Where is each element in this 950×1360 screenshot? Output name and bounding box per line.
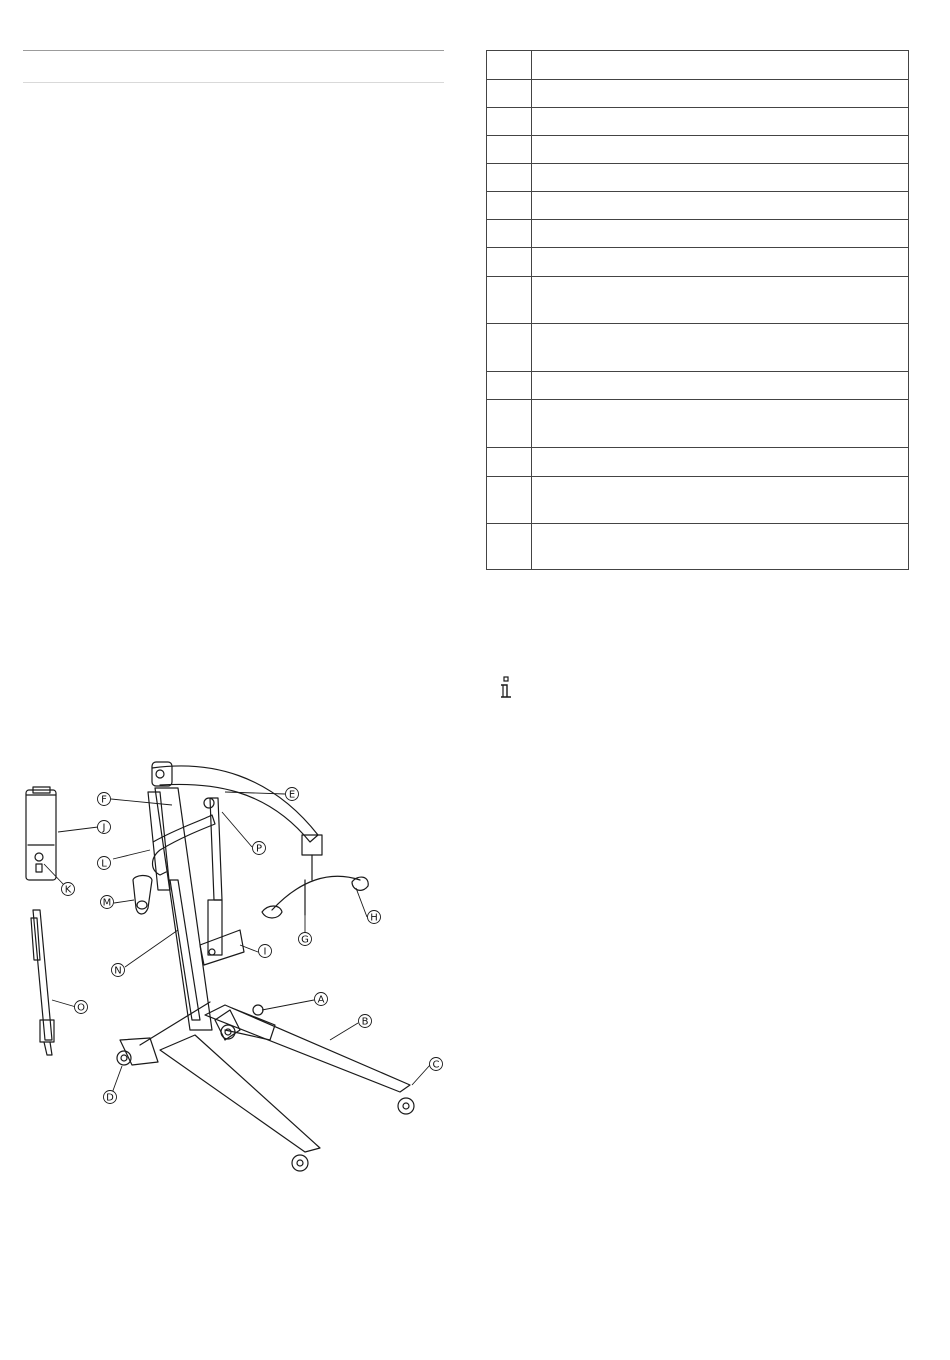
- callout-j: [98, 821, 111, 834]
- table-row: [487, 164, 909, 192]
- part-description: [532, 51, 909, 80]
- table-row: [487, 448, 909, 477]
- part-description: [532, 164, 909, 192]
- callout-p: [253, 842, 266, 855]
- part-description: [532, 277, 909, 324]
- table-row: [487, 80, 909, 108]
- callout-m: [101, 896, 114, 909]
- callout-a: [315, 993, 328, 1006]
- lift-actuator: [200, 798, 244, 965]
- part-description: [532, 372, 909, 400]
- table-row: [487, 524, 909, 570]
- part-code: [487, 400, 532, 448]
- table-row: [487, 51, 909, 80]
- callout-g: [299, 933, 312, 946]
- part-code: [487, 277, 532, 324]
- svg-text:O: O: [77, 1002, 85, 1014]
- callout-f: [98, 793, 111, 806]
- svg-text:E: E: [288, 789, 296, 801]
- part-description: [532, 477, 909, 524]
- svg-text:M: M: [102, 897, 112, 909]
- part-code: [487, 448, 532, 477]
- svg-text:I: I: [263, 946, 267, 958]
- parts-table: [486, 50, 909, 570]
- header-rule-top: [23, 50, 444, 51]
- table-row: [487, 136, 909, 164]
- svg-text:J: J: [102, 822, 106, 834]
- table-row: [487, 108, 909, 136]
- table-row: [487, 372, 909, 400]
- part-description: [532, 400, 909, 448]
- part-description: [532, 220, 909, 248]
- table-row: [487, 192, 909, 220]
- part-description: [532, 324, 909, 372]
- callout-h: [368, 911, 381, 924]
- svg-text:F: F: [101, 794, 107, 806]
- table-row: [487, 220, 909, 248]
- part-code: [487, 136, 532, 164]
- table-row: [487, 477, 909, 524]
- table-row: [487, 248, 909, 277]
- mast: [148, 788, 212, 1030]
- part-code: [487, 192, 532, 220]
- svg-text:B: B: [361, 1016, 369, 1028]
- part-code: [487, 220, 532, 248]
- part-code: [487, 248, 532, 277]
- part-code: [487, 164, 532, 192]
- part-description: [532, 192, 909, 220]
- svg-text:P: P: [255, 843, 263, 855]
- push-handle: [153, 815, 216, 875]
- part-code: [487, 477, 532, 524]
- callout-c: [430, 1058, 443, 1071]
- actuator-part: [31, 910, 54, 1055]
- part-description: [532, 108, 909, 136]
- part-description: [532, 248, 909, 277]
- callout-e: [286, 788, 299, 801]
- patient-lift-diagram: [0, 740, 450, 1190]
- svg-text:G: G: [301, 934, 309, 946]
- svg-text:L: L: [101, 858, 107, 870]
- callout-o: [75, 1001, 88, 1014]
- part-description: [532, 448, 909, 477]
- callout-b: [359, 1015, 372, 1028]
- table-row: [487, 324, 909, 372]
- part-description: [532, 80, 909, 108]
- part-code: [487, 80, 532, 108]
- part-code: [487, 524, 532, 570]
- table-row: [487, 277, 909, 324]
- info-icon: [497, 676, 515, 700]
- svg-text:D: D: [106, 1092, 114, 1104]
- svg-text:A: A: [317, 994, 325, 1006]
- header-rule-bottom: [23, 82, 444, 83]
- hand-control: [26, 787, 56, 880]
- callout-k: [62, 883, 75, 896]
- table-row: [487, 400, 909, 448]
- spreader-bar: [262, 855, 368, 918]
- svg-text:C: C: [432, 1059, 440, 1071]
- part-code: [487, 324, 532, 372]
- part-code: [487, 108, 532, 136]
- svg-text:H: H: [370, 912, 378, 924]
- castors: [117, 1005, 414, 1171]
- svg-text:N: N: [114, 965, 122, 977]
- callout-l: [98, 857, 111, 870]
- svg-text:K: K: [64, 884, 72, 896]
- callout-n: [112, 964, 125, 977]
- part-description: [532, 136, 909, 164]
- part-code: [487, 51, 532, 80]
- callout-d: [104, 1091, 117, 1104]
- part-code: [487, 372, 532, 400]
- callout-i: [259, 945, 272, 958]
- part-description: [532, 524, 909, 570]
- handle-part: [133, 875, 152, 914]
